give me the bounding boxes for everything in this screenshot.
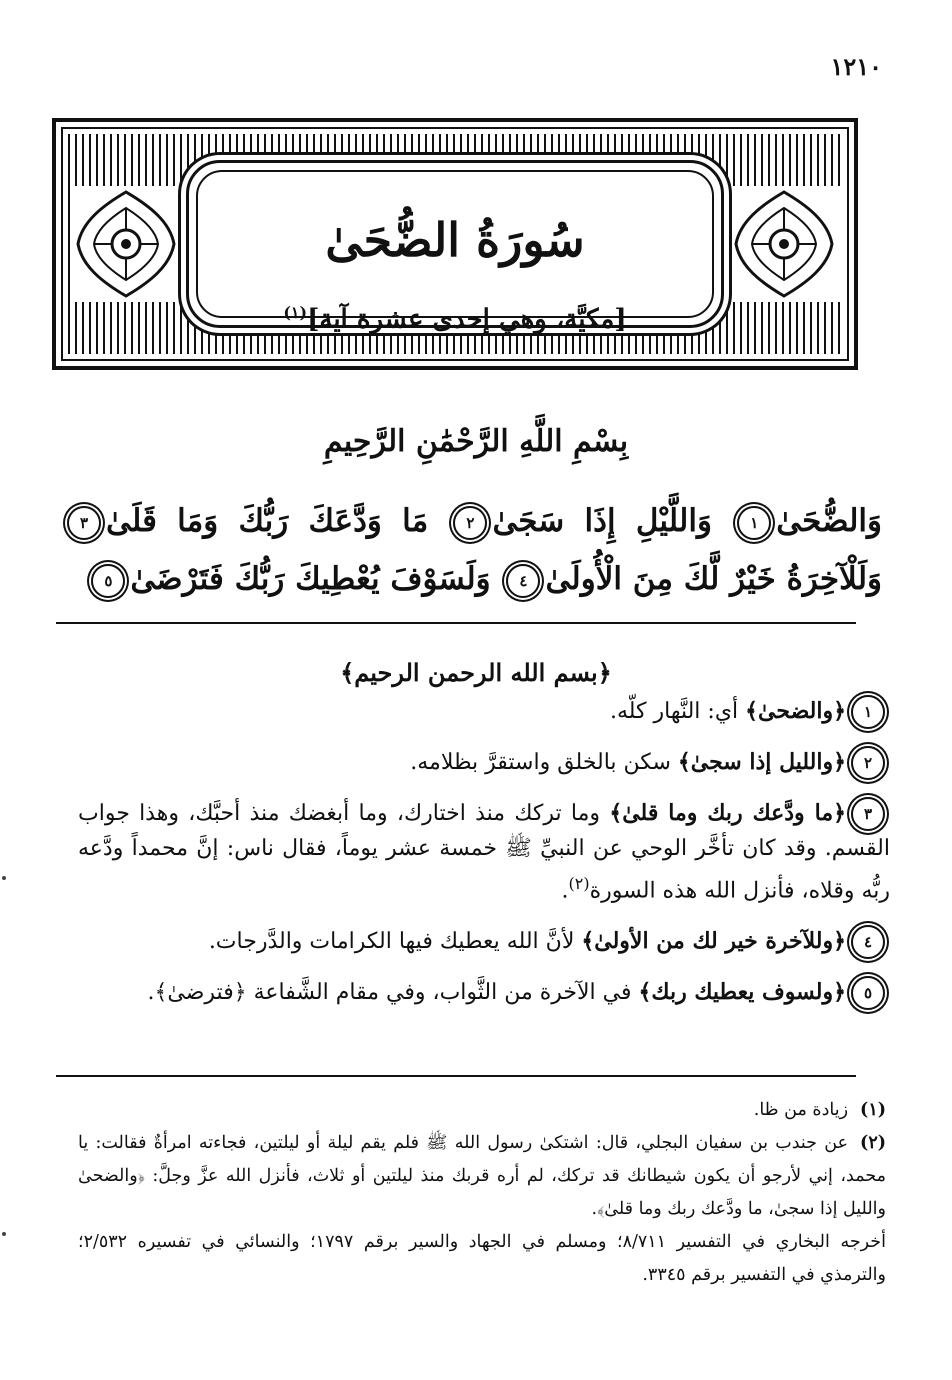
- ayah-number-marker: ٢: [453, 506, 487, 540]
- basmala: بِسْمِ اللَّهِ الرَّحْمَٰنِ الرَّحِيمِ: [323, 424, 629, 459]
- arabesque-ornament-icon: [728, 186, 840, 302]
- surah-subtitle: [مكيَّة، وهي إحدى عشرة آية]$^{(١)}$: [283, 303, 627, 335]
- verse-quote: ﴿والليل إذا سجىٰ﴾: [677, 749, 846, 775]
- footnote-ref: (٢): [568, 874, 590, 893]
- section-divider: [56, 622, 856, 624]
- arabesque-ornament-icon: [70, 186, 182, 302]
- footnote-text: أخرجه البخاري في التفسير ٨/٧١١؛ ومسلم في الجهاد والسير برقم ١٧٩٧؛ والنسائي في تفسيره ٢/٥٣٢؛ والترمذي في التفسير برقم ٣٣٤٥.: [78, 1232, 886, 1285]
- tafsir-commentary: [78, 694, 890, 1026]
- commentary-tail: .: [561, 878, 569, 904]
- ayah-number-marker: ٥: [91, 564, 125, 598]
- ayah-number-marker: ١: [851, 695, 885, 729]
- footnote-number: (٢): [860, 1133, 886, 1153]
- verse-text: وَالضُّحَىٰ: [776, 503, 882, 539]
- tafsir-entry: [78, 745, 890, 780]
- verse-text: وَاللَّيْلِ إِذَا سَجَىٰ: [492, 503, 712, 539]
- tafsir-heading: ﴿بسم الله الرحمن الرحيم﴾: [340, 658, 612, 687]
- surah-title-panel: [186, 160, 724, 335]
- ayah-number-marker: ٥: [851, 976, 885, 1010]
- footnotes: [78, 1094, 886, 1292]
- commentary-text: وما تركك منذ اختارك، وما أبغضك منذ أحبَّك، وهذا جواب القسم. وقد كان تأخَّر الوحي عن النبيِّ ﷺ خمسة عشر يوماً، فقال ناس: إنَّ محمداً ودَّعه ربُّه وقلاه، فأنزل الله هذه السورة: [78, 801, 890, 904]
- commentary-text: لأنَّ الله يعطيك فيها الكرامات والدَّرجات.: [208, 929, 582, 955]
- ayah-number-marker: ٢: [851, 746, 885, 780]
- verse-quote: ﴿ولسوف يعطيك ربك﴾: [638, 979, 846, 1006]
- quran-verses: [62, 492, 882, 608]
- ayah-number-marker: ٤: [506, 564, 540, 598]
- tafsir-entry: [78, 924, 890, 959]
- footnote-ref: (١): [283, 303, 308, 322]
- footnote-text: زيادة من ظا.: [753, 1100, 849, 1120]
- tafsir-entry: [78, 796, 890, 908]
- scan-mark: [2, 1232, 6, 1236]
- commentary-text: أي: النَّهار كلّه.: [609, 699, 746, 724]
- verse-text: وَلَسَوْفَ يُعْطِيكَ رَبُّكَ فَتَرْضَىٰ: [130, 561, 491, 597]
- tafsir-entry: [78, 975, 890, 1010]
- scan-mark: [2, 876, 6, 880]
- verse-quote: ﴿وللآخرة خير لك من الأولىٰ﴾: [581, 928, 846, 955]
- page-number: ١٢١٠: [830, 52, 882, 81]
- ayah-number-marker: ٣: [67, 506, 101, 540]
- ayah-number-marker: ٤: [851, 925, 885, 959]
- footnote-divider: [56, 1075, 856, 1077]
- footnote-text: عن جندب بن سفيان البجلي، قال: اشتكىٰ رسول الله ﷺ فلم يقم ليلة أو ليلتين، فجاءته امرأةٌ فقالت: يا محمد، إني لأرجو أن يكون شيطانك قد تركك، لم أره قربك منذ ليلتين أو ثلاث، فأنزل الله عزَّ وجلَّ: ﴿والضحىٰ والليل إذا سجىٰ، ما ودَّعك ربك وما قلىٰ﴾.: [78, 1133, 886, 1219]
- footnote: [78, 1127, 886, 1226]
- footnote: [78, 1094, 886, 1127]
- ayah-number-marker: ١: [737, 506, 771, 540]
- commentary-text: في الآخرة من الثَّواب، وفي مقام الشَّفاعة ﴿فترضىٰ﴾.: [147, 980, 639, 1006]
- verse-text: مَا وَدَّعَكَ رَبُّكَ وَمَا قَلَىٰ: [106, 503, 429, 539]
- tafsir-entry: [78, 694, 890, 729]
- surah-header-frame: [52, 118, 858, 370]
- footnote-number: (١): [860, 1100, 886, 1120]
- verse-quote: ﴿ما ودَّعك ربك وما قلىٰ﴾: [609, 800, 846, 826]
- surah-title: سُورَةُ الضُّحَىٰ: [325, 213, 585, 267]
- verse-quote: ﴿والضحىٰ﴾: [745, 698, 846, 724]
- ayah-number-marker: ٣: [851, 797, 885, 831]
- verse-text: وَلَلْآخِرَةُ خَيْرٌ لَّكَ مِنَ الْأُولَىٰ: [545, 561, 882, 597]
- commentary-text: سكن بالخلق واستقرَّ بظلامه.: [410, 750, 678, 775]
- footnote-source: [78, 1226, 886, 1292]
